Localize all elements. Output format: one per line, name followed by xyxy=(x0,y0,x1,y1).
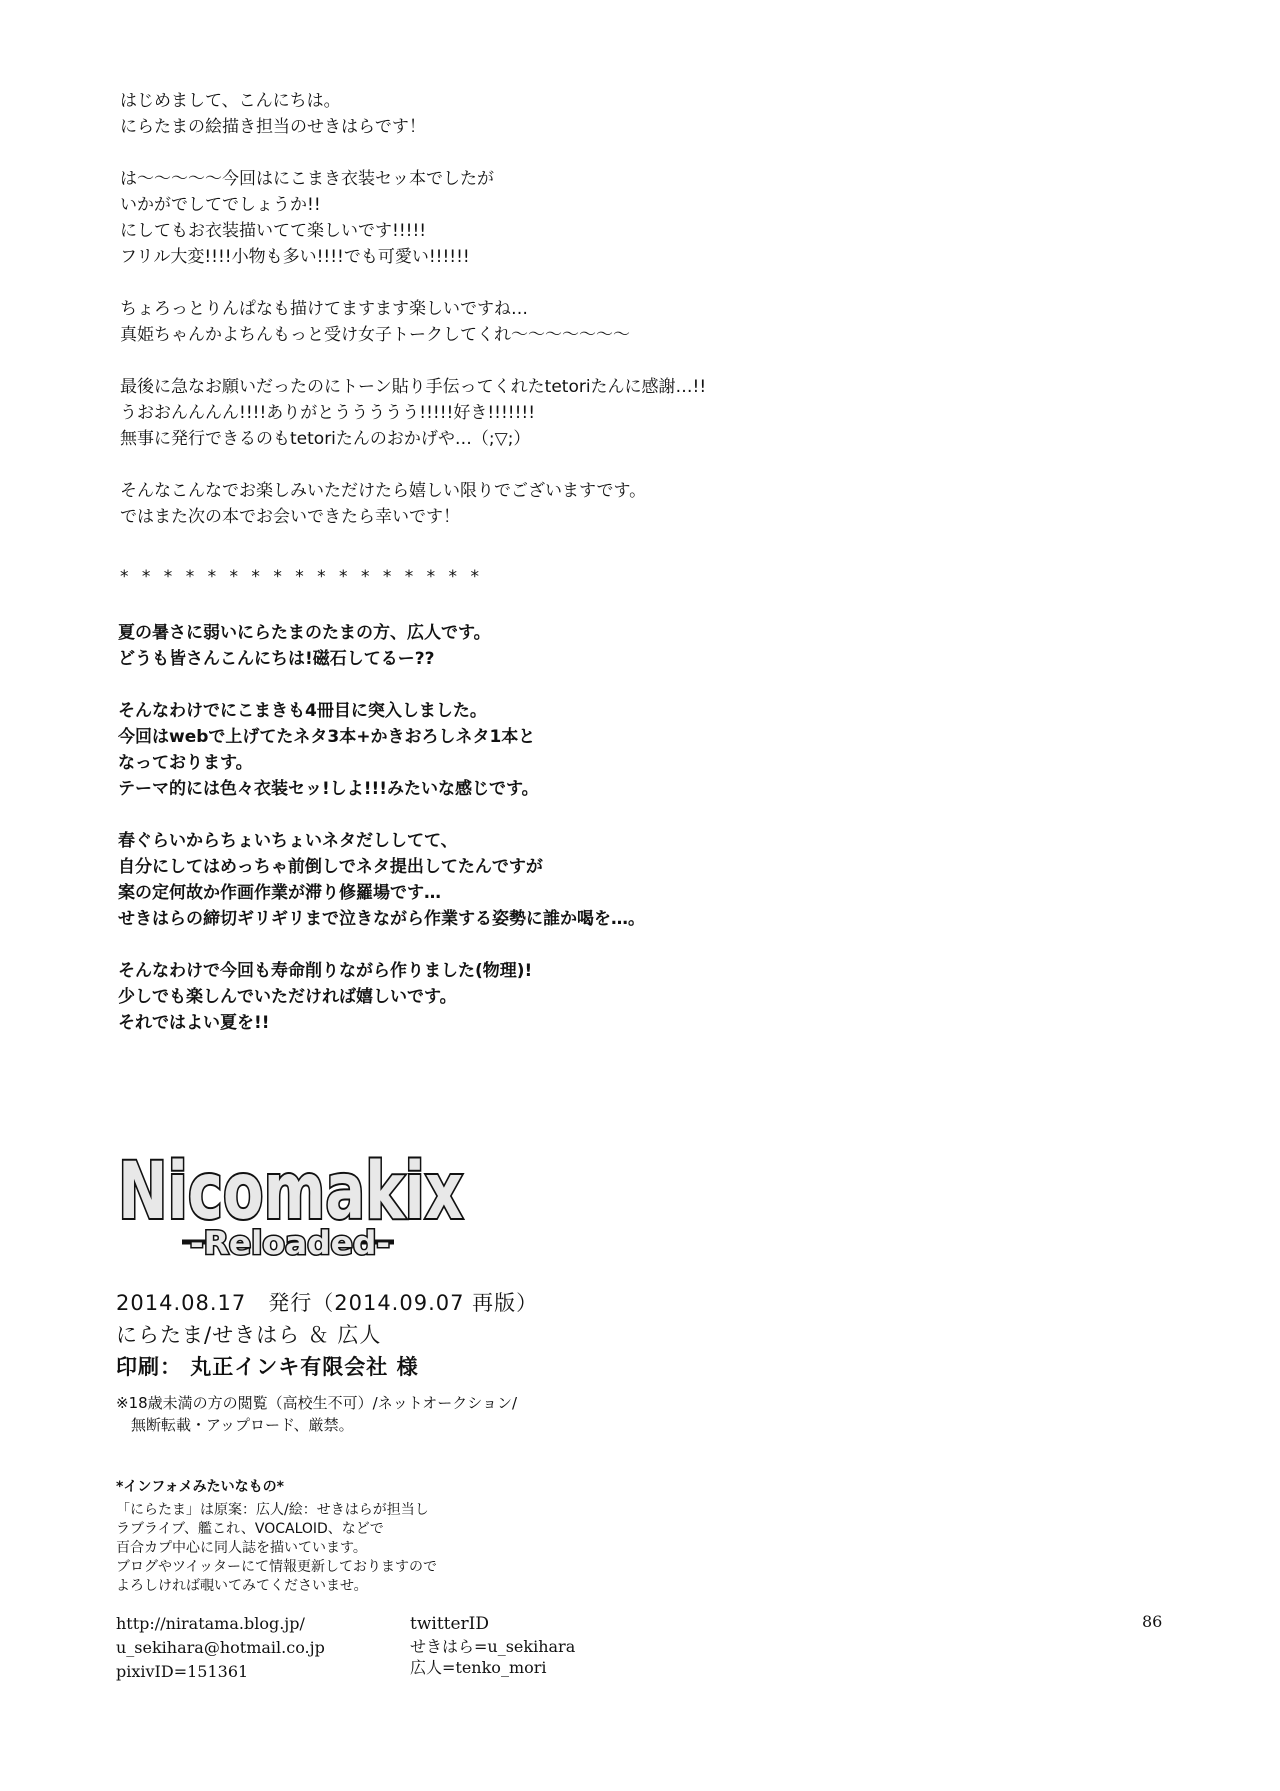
text-line: うおおんんんん!!!!ありがとううううう!!!!!好き!!!!!!! xyxy=(120,403,536,423)
text-line: 百合カプ中心に同人誌を描いています。 xyxy=(116,1540,367,1556)
text-line: ※18歳未満の方の閲覧（高校生不可）/ネットオークション/ xyxy=(116,1394,518,1412)
afterword-hiroto xyxy=(118,620,1138,1036)
twitter-hiroto: 広人=tenko_mori xyxy=(410,1658,547,1677)
text-line: せきはらの締切ギリギリまで泣きながら作業する姿勢に誰か喝を…。 xyxy=(118,909,645,929)
text-line: 夏の暑さに弱いにらたまのたまの方、広人です。 xyxy=(118,623,491,643)
text-line: どうも皆さんこんにちは!磁石してるー?? xyxy=(118,649,435,669)
text-line: そんなわけで今回も寿命削りながら作りました(物理)! xyxy=(118,961,533,981)
text-line: 今回はwebで上げてたネタ3本+かきおろしネタ1本と xyxy=(118,727,536,747)
text-line: いかがでしてでしょうか!! xyxy=(120,195,321,215)
text-line: テーマ的には色々衣装セッ!しよ!!!みたいな感じです。 xyxy=(118,779,539,799)
text-line: フリル大変!!!!小物も多い!!!!でも可愛い!!!!!! xyxy=(120,247,470,267)
text-line: は～～～～～今回はにこまき衣装セッ本でしたが xyxy=(120,169,494,189)
text-line: そんなわけでにこまきも4冊目に突入しました。 xyxy=(118,701,487,721)
text-line: ブログやツイッターにて情報更新しておりますので xyxy=(116,1559,438,1575)
age-warning xyxy=(116,1392,517,1436)
text-line: 無事に発行できるのもtetoriたんのおかげや…（;▽;） xyxy=(120,429,531,449)
separator: * * * * * * * * * * * * * * * * * xyxy=(120,567,483,587)
twitter-ids xyxy=(410,1612,575,1678)
text-line: ちょろっとりんぱなも描けてますます楽しいですね… xyxy=(120,299,528,319)
text-line: なっております。 xyxy=(118,753,253,773)
text-line: よろしければ覗いてみてくださいませ。 xyxy=(116,1578,368,1594)
text-line: 春ぐらいからちょいちょいネタだししてて、 xyxy=(118,831,458,851)
pixiv-id: pixivID=151361 xyxy=(116,1662,249,1681)
text-line: ラブライブ、艦これ、VOCALOID、などで xyxy=(116,1521,384,1537)
text-line: そんなこんなでお楽しみいただけたら嬉しい限りでございますです。 xyxy=(120,481,647,501)
blog-url: http://niratama.blog.jp/ xyxy=(116,1614,305,1633)
book-title-logo xyxy=(110,1130,470,1260)
text-line: 「にらたま」は原案：広人/絵：せきはらが担当し xyxy=(116,1502,429,1518)
afterword-sekihara xyxy=(120,88,1140,530)
text-line: 無断転載・アップロード、厳禁。 xyxy=(116,1416,354,1434)
info-title: *インフォメみたいなもの* xyxy=(116,1479,284,1495)
publish-date: 2014.08.17 発行（2014.09.07 再版） xyxy=(116,1291,539,1315)
info-block xyxy=(116,1478,437,1596)
page-number: 86 xyxy=(1142,1612,1163,1631)
colophon xyxy=(116,1288,538,1384)
text-line: 真姫ちゃんかよちんもっと受け女子トークしてくれ～～～～～～～ xyxy=(120,325,630,345)
text-line: 少しでも楽しんでいただければ嬉しいです。 xyxy=(118,987,457,1007)
contact-links xyxy=(116,1612,325,1684)
circle-credit: にらたま/せきはら ＆ 広人 xyxy=(116,1323,382,1347)
email-address: u_sekihara@hotmail.co.jp xyxy=(116,1638,325,1657)
text-line: にらたまの絵描き担当のせきはらです！ xyxy=(120,117,426,137)
text-line: はじめまして、こんにちは。 xyxy=(120,91,341,111)
text-line: それではよい夏を!! xyxy=(118,1013,270,1033)
text-line: 自分にしてはめっちゃ前倒しでネタ提出してたんですが xyxy=(118,857,543,877)
logo-subtitle: -Reloaded- xyxy=(190,1224,390,1260)
printer-credit: 印刷： 丸正インキ有限会社 様 xyxy=(116,1355,419,1379)
text-line: ではまた次の本でお会いできたら幸いです！ xyxy=(120,507,460,527)
logo-title: Nicomakix xyxy=(118,1147,463,1237)
text-line: にしてもお衣装描いてて楽しいです!!!!! xyxy=(120,221,427,241)
text-line: 案の定何故か作画作業が滞り修羅場です… xyxy=(118,883,441,903)
text-line: 最後に急なお願いだったのにトーン貼り手伝ってくれたtetoriたんに感謝…!! xyxy=(120,377,707,397)
twitter-title: twitterID xyxy=(410,1614,490,1634)
twitter-sekihara: せきはら=u_sekihara xyxy=(410,1637,576,1656)
